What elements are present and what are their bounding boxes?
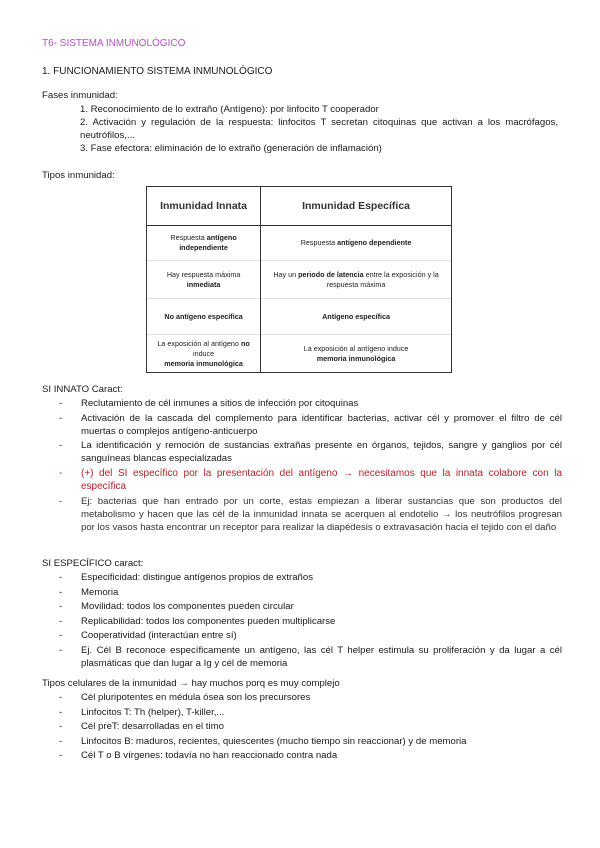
list-item: - Especificidad: distingue antígenos propios de extraños bbox=[59, 572, 313, 583]
list-item: - Linfocitos T: Th (helper), T-killer,... bbox=[59, 706, 225, 718]
fase-item: 3. Fase efectora: eliminación de lo extraño (generación de inflamación) bbox=[80, 143, 382, 154]
tipos-label: Tipos inmunidad: bbox=[42, 170, 115, 181]
list-item: - Cél T o B vírgenes: todavía no han reaccionado contra nada bbox=[59, 750, 338, 761]
table-cell: La exposición al antígeno induce memoria inmunológica bbox=[261, 335, 452, 373]
list-item: - Ej. Cél B reconoce específicamente un antígeno, las cél T helper estimula su proliferación y da lugar a cél plasmáticas que dan lugar a Ig y cél de memoria bbox=[59, 644, 562, 669]
celulares-list bbox=[42, 691, 562, 764]
innato-label: SI INNATO Caract: bbox=[42, 384, 123, 395]
fase-item: 2. Activación y regulación de la respuesta: linfocitos T secretan citoquinas que activan a los macrófagos, neutrófilos,... bbox=[80, 117, 558, 141]
list-item-highlight: - (+) del SI específico por la presentación del antígeno → necesitamos que la innata colabore con la específica bbox=[59, 467, 562, 493]
list-item: - Memoria bbox=[59, 586, 119, 598]
list-item: - Cooperatividad (interactúan entre sí) bbox=[59, 630, 237, 641]
list-item: - Replicabilidad: todos los componentes pueden multiplicarse bbox=[59, 615, 336, 627]
table-row bbox=[147, 226, 452, 261]
table-header: Inmunidad Específica bbox=[261, 187, 452, 226]
table-header: Inmunidad Innata bbox=[147, 187, 261, 226]
list-item: - La identificación y remoción de sustancias extrañas presente en órganos, tejidos, sangre y ganglios por cél sanguíneas blancas especializadas bbox=[59, 440, 562, 465]
celulares-label: Tipos celulares de la inmunidad → hay muchos porq es muy complejo bbox=[42, 678, 340, 689]
list-item: - Reclutamiento de cél inmunes a sitios de infección por citoquinas bbox=[59, 398, 359, 409]
document-title: T6- SISTEMA INMUNOLÓGICO bbox=[42, 38, 186, 49]
list-item: - Cél preT: desarrolladas en el timo bbox=[59, 721, 224, 732]
fase-item: 1. Reconocimiento de lo extraño (Antígeno): por linfocito T cooperador bbox=[80, 104, 379, 115]
section-heading: 1. FUNCIONAMIENTO SISTEMA INMUNOLÓGICO bbox=[42, 66, 273, 77]
immunity-comparison-table bbox=[146, 186, 452, 373]
table-row bbox=[147, 335, 452, 373]
table-cell: La exposición al antígeno no induce memoria inmunológica bbox=[147, 335, 261, 373]
especifico-list bbox=[42, 571, 562, 671]
especifico-label: SI ESPECÍFICO caract: bbox=[42, 558, 144, 569]
table-row bbox=[147, 299, 452, 335]
list-item: - Activación de la cascada del complemento para identificar bacterias, activar cél y promover el filtro de cél muertas o complejos antígeno-anticuerpo bbox=[59, 412, 562, 437]
list-item: - Movilidad: todos los componentes pueden circular bbox=[59, 601, 294, 612]
table-cell: No antígeno específica bbox=[147, 299, 261, 335]
fases-label: Fases inmunidad: bbox=[42, 90, 118, 101]
table-cell: Antígeno específica bbox=[261, 299, 452, 335]
list-item: - Cél pluripotentes en médula ósea son los precursores bbox=[59, 692, 311, 703]
table-cell: Respuesta antígeno dependiente bbox=[261, 226, 452, 261]
list-item: - Ej: bacterias que han entrado por un corte, estas empiezan a liberar sustancias que son productos del metabolismo y hacen que las cél de la inmunidad innata se acerquen al endotelio → los neutrófilos progresan por los vasos hasta encontrar un receptor para realizar la diapédesis o extravasación hacia el tejido con el daño bbox=[59, 495, 562, 534]
table-cell: Hay respuesta máxima inmediata bbox=[147, 261, 261, 299]
table-row bbox=[147, 261, 452, 299]
table-cell: Hay un periodo de latencia entre la exposición y la respuesta máxima bbox=[261, 261, 452, 299]
list-item: - Linfocitos B: maduros, recientes, quiescentes (mucho tiempo sin reaccionar) y de memoria bbox=[59, 735, 467, 747]
innato-list bbox=[42, 397, 562, 536]
table-cell: Respuesta antígeno independiente bbox=[147, 226, 261, 261]
